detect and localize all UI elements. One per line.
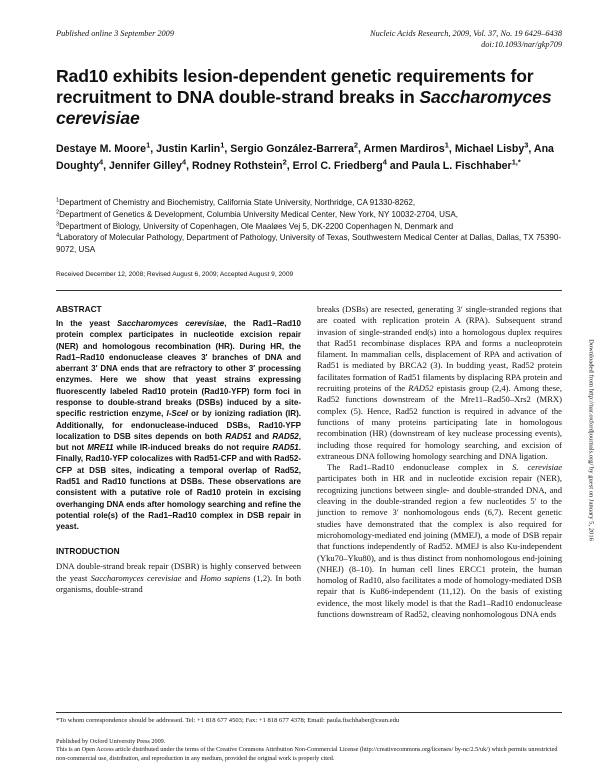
author: Michael Lisby$^3$	[454, 140, 529, 155]
author: Sergio González-Barrera$^2$	[230, 140, 359, 155]
affiliation: $^4$Laboratory of Molecular Pathology, Department of Pathology, University of Texas, Southwestern Medical Center at Dallas, Dallas, TX 75390-9072, USA	[56, 232, 562, 255]
abstract-text: In the yeast Saccharomyces cerevisiae, the Rad1–Rad10 protein complex participates in nucleotide excision repair (NER) and homologous recombination (HR). During HR, the Rad1–Rad10 endonuclease cleaves 3′ branches of DNA and aberrant 3′ DNA ends that are refractory to other 3′ processing enzymes. Here we show that yeast strains expressing fluorescently labeled Rad10 protein (Rad10-YFP) form foci in response to double-strand breaks (DSBs) induced by a site-specific restriction enzyme, I-SceI or by ionizing radiation (IR). Additionally, for endonuclease-induced DSBs, Rad10-YFP localization to DSB sites depends on both RAD51 and RAD52, but not MRE11 while IR-induced breaks do not require RAD51. Finally, Rad10-YFP colocalizes with Rad51-CFP and with Rad52-CFP at DSB sites, indicating a temporal overlap of Rad52, Rad51 and Rad10 functions at DSBs. These observations are consistent with a putative role of Rad10 protein in excising overhanging DNA ends after homology searching and refine the potential role(s) of the Rad1–Rad10 complex in DSB repair in yeast.	[56, 319, 302, 532]
affiliation: $^2$Department of Genetics & Development, Columbia University Medical Center, New York, NY 10032-2704, USA,	[56, 209, 459, 219]
author: Jennifer Gilley$^4$	[108, 157, 187, 172]
author: Armen Mardiros$^1$	[363, 140, 449, 155]
correspondence-footnote: *To whom correspondence should be addressed. Tel: +1 818 677 4503; Fax: +1 818 677 4378; Email: paula.fischhaber@csun.edu	[56, 717, 400, 724]
affiliation: $^1$Department of Chemistry and Biochemistry, California State University, Northridge, CA 91330-8262,	[56, 197, 416, 207]
article-title	[56, 66, 556, 129]
author: Ana Doughty$^4$	[56, 143, 554, 172]
author: Destaye M. Moore$^1$	[56, 140, 151, 155]
right-paragraph-2: The Rad1–Rad10 endonuclease complex in S. cerevisiae participates both in HR and in nucleotide excision repair (NER), recognizing junctions between single- and double-stranded DNA, and cleaving in the double-stranded region a few nucleotides 5′ to the junction to remove 3′ nonhomologous ends (6,7). Recent genetic studies have demonstrated that the complex is also required for microhomology-mediated end joining (MMEJ), a mode of DSB repair that functions independently of Rad52. MMEJ is also Ku-independent (Yku70–Yku80), and is thus distinct from nonhomologous end-joining (NHEJ) (8–10). In human cell lines ERCC1 protein, the human homolog of Rad10, also facilitates a mode of homology-mediated DSB repair that is Ku86-independent (11,12). On the basis of existing evidence, the most likely model is that the Rad1–Rad10 endonuclease functions downstream of Rad52, cleaving nonhomologous DNA ends	[317, 462, 563, 620]
journal-info: Nucleic Acids Research, 2009, Vol. 37, No. 19 6429–6438	[370, 29, 562, 38]
author: Justin Karlin$^1$	[156, 140, 225, 155]
license-line: This is an Open Access article distributed under the terms of the Creative Commons Attribution Non-Commercial License (http://creativecommons.org/licenses/ by-nc/2.5/uk/) which permits unrestricted non-commercial use, distribution, and reproduction in any medium, provided the original work is properly cited.	[56, 746, 558, 762]
doi: doi:10.1093/nar/gkp709	[481, 40, 562, 49]
right-column	[317, 304, 562, 620]
publisher-line: Published by Oxford University Press 2009.	[56, 738, 166, 745]
received-dates: Received December 12, 2008; Revised August 6, 2009; Accepted August 9, 2009	[56, 271, 294, 278]
title-text: Rad10 exhibits lesion-dependent genetic requirements for recruitment to DNA double-strand breaks in	[56, 66, 534, 107]
author: Paula L. Fischhaber$^{1,*}$	[411, 157, 521, 172]
author: Rodney Rothstein$^2$	[192, 157, 287, 172]
author-list: Destaye M. Moore$^1$, Justin Karlin$^1$, Sergio González-Barrera$^2$, Armen Mardiros$^1$, Michael Lisby$^3$, Ana Doughty$^4$, Jennifer Gilley$^4$, Rodney Rothstein$^2$, Errol C. Friedberg$^4$ and Paula L. Fischhaber$^{1,*}$	[56, 140, 554, 172]
journal-citation	[310, 28, 562, 50]
affiliations	[56, 197, 566, 256]
author: Errol C. Friedberg$^4$	[292, 157, 387, 172]
published-date: Published online 3 September 2009	[56, 29, 174, 38]
header-divider	[56, 290, 562, 291]
left-column	[56, 304, 301, 595]
introduction-heading: INTRODUCTION	[56, 546, 120, 557]
affiliation: $^3$Department of Biology, University of Copenhagen, Ole Maaløes Vej 5, DK-2200 Copenhagen N, Denmark and	[56, 220, 454, 231]
title-species: Saccharomyces cerevisiae	[56, 87, 552, 128]
publication-info	[56, 738, 562, 763]
introduction-text: DNA double-strand break repair (DSBR) is highly conserved between the yeast Saccharomyces cerevisiae and Homo sapiens (1,2). In both organisms, double-strand	[56, 561, 301, 594]
download-watermark: Downloaded from http://nar.oxfordjournals.org/ by guest on January 5, 2016	[587, 339, 595, 541]
footnote-divider	[56, 712, 562, 713]
abstract-heading: ABSTRACT	[56, 304, 102, 314]
right-paragraph-1: breaks (DSBs) are resected, generating 3′ single-stranded regions that are coated with replication protein A (RPA). Subsequent strand invasion of single-stranded end(s) into a homologous duplex requires that Rad51 recombinase displaces RPA and forms a nucleoprotein filament. In mammalian cells, displacement of RPA and activation of Rad51 is mediated by BRCA2 (3). In budding yeast, Rad52 protein facilitates formation of Rad51 filaments by displacing RPA protein and recruiting proteins of the RAD52 epistasis group (2,4). Among these, Rad52 functions downstream of the Mre11–Rad50–Xrs2 (MRX) complex (5). Hence, Rad52 function is required in advance of the functions of many proteins participating late in homologous recombination (HR) (downstream of key nuclease processing events), including those required for homology searching, and excision of extraneous DNA following homology searching and DNA ligation.	[317, 304, 563, 461]
